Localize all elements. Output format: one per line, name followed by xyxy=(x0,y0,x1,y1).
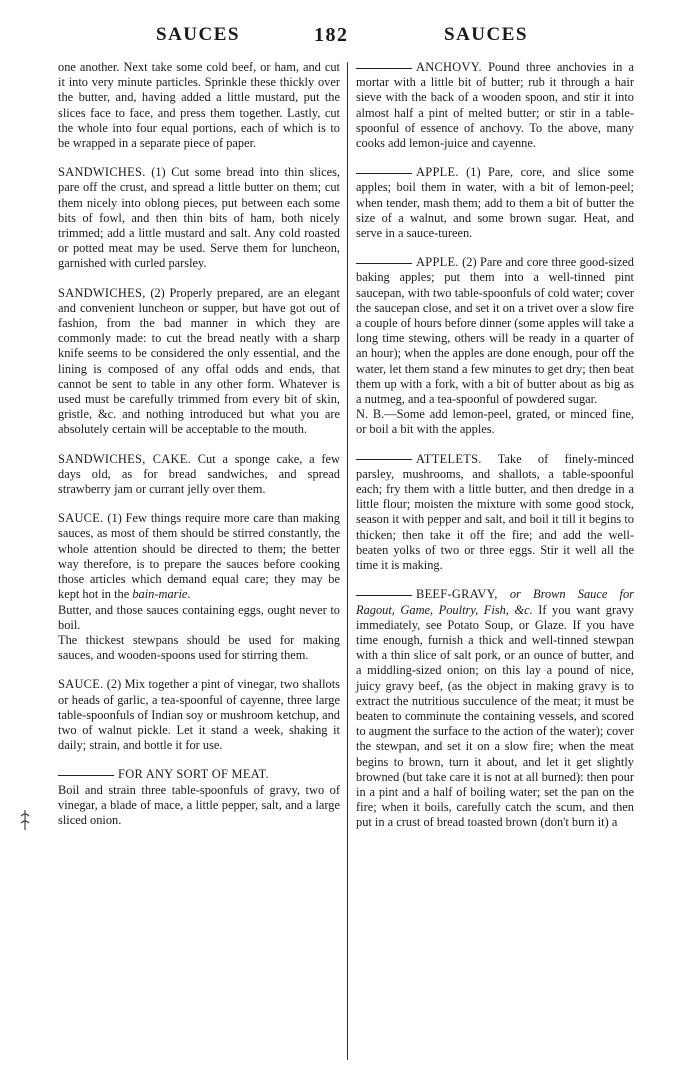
entry-apple-1 xyxy=(356,165,634,241)
entry-any-meat xyxy=(58,767,340,828)
entry-heading: APPLE. xyxy=(416,255,459,270)
entry-heading: SAUCE. xyxy=(58,511,104,526)
header-left-title: SAUCES xyxy=(156,24,240,45)
entry-italic: or xyxy=(497,587,534,602)
margin-mark-icon xyxy=(18,808,32,832)
entry-body: (2) Properly prepared, are an elegant and convenient luncheon or supper, but have got out of fashion, from the bad manner in which they are commonly made: to cut the bread neatly with a sharp knife seems to be considered the only essential, and the lining is composed of any offal odds and ends, that cannot be sent to table in any other form. Whatever is used must be carefully trimmed from every bit of skin, gristle, &c. and nothing introduced but what you are absolutely certain will be acceptable to the mouth. xyxy=(58,285,340,437)
heading-rule xyxy=(356,68,412,69)
entry-sandwiches-1 xyxy=(58,165,340,271)
entry-heading: BEEF-GRAVY, xyxy=(416,587,498,602)
entry-heading: SAUCE. xyxy=(58,677,104,692)
entry-beef-gravy xyxy=(356,587,634,830)
entry-anchovy xyxy=(356,60,634,151)
heading-rule xyxy=(356,173,412,174)
heading-rule xyxy=(356,595,412,596)
entry-heading: SANDWICHES, CAKE. xyxy=(58,451,192,466)
entry-heading: SANDWICHES, xyxy=(58,285,146,300)
entry-sandwiches-2 xyxy=(58,286,340,438)
entry-italic: Brown Sauce for Ragout, Game, Poultry, Fish, &c. xyxy=(356,587,635,617)
heading-rule xyxy=(356,459,412,460)
left-column xyxy=(58,60,340,842)
entry-body: (1) Few things require more care than making sauces, as most of them should be stirred constantly, the whole attention should be directed to them; the better way therefore, is to prepare the sauces before cooking those articles which demand equal care; they may be kept hot in the xyxy=(58,511,340,602)
entry-paragraph: Butter, and those sauces containing eggs, ought never to boil. xyxy=(58,602,340,632)
entry-body: (2) Mix together a pint of vinegar, two shallots or heads of garlic, a tea-spoonful of cayenne, three large table-spoonfuls of Indian soy or mushroom ketchup, and two of walnut pickle. Let it stand a week, shaking it daily; strain, and bottle it for use. xyxy=(58,677,340,753)
entry-body: (1) Pare, core, and slice some apples; boil them in water, with a bit of lemon-peel; when tender, mash them; add to them a bit of butter the size of a walnut, and some brown sugar. Heat, and serve in a sauce-tureen. xyxy=(356,165,634,241)
page-number: 182 xyxy=(314,24,349,46)
entry-paragraph: The thickest stewpans should be used for making sauces, and wooden-spoons used for stirring them. xyxy=(58,632,340,663)
entry-attelets xyxy=(356,452,634,574)
heading-rule xyxy=(356,263,412,264)
entry-heading: FOR ANY SORT OF MEAT. xyxy=(118,767,269,782)
entry-note: N. B.—Some add lemon-peel, grated, or minced fine, or boil a bit with the apples. xyxy=(356,407,634,437)
running-header xyxy=(56,24,656,50)
entry-heading: APPLE. xyxy=(416,165,459,180)
heading-rule xyxy=(58,775,114,776)
entry-sauce-1 xyxy=(58,511,340,663)
entry-body: If you want gravy immediately, see Potato Soup, or Glaze. If you have time enough, furnish a thick and well-tinned stewpan with a thin slice of salt pork, or an ounce of butter, and a middling-sized onion; on this lay a pound of nice, juicy gravy beef, (as the object in making gravy is to extract the nutritious succulence of the meat; it must be beaten to comminute the containing vessels, and scored to augment the surface to the action of the water); cover the stewpan, and set it on a slow fire; when the meat begins to brown, turn it about, and let it get slightly browned (but take care it is not at all burned): then pour in a pint and a half of boiling water; set the pan on the fire; when it boils, carefully catch the scum, and then put in a crust of bread toasted brown (don't burn it) a xyxy=(356,602,634,830)
entry-body: (2) Pare and core three good-sized baking apples; put them into a well-tinned pint saucepan, with two table-spoonfuls of cold water; cover the saucepan close, and set it on a trivet over a slow fire a couple of hours before dinner (some apples will take a long time stewing, others will be ready in a quarter of an hour); when the apples are done enough, pour off the water, let them stand a few minutes to get dry; then beat them up with a fork, with a bit of butter about as big as a nutmeg, and a tea-spoonful of powdered sugar. xyxy=(356,255,635,407)
entry-body: . xyxy=(187,587,191,602)
entry-heading: SANDWICHES. xyxy=(58,165,146,180)
entry-sandwiches-cake xyxy=(58,452,340,498)
continuation-entry xyxy=(58,60,340,151)
continuation-text: one another. Next take some cold beef, or ham, and cut it into very minute particles. Sprinkle these thickly over the butter, and, having added a little mustard, put the slices face to face, and press them together. Lastly, cut the whole into four equal portions, each of which is to be wrapped in a separate piece of paper. xyxy=(58,60,340,151)
entry-body: Cut a sponge cake, a few days old, as for bread sandwiches, and spread strawberry jam or currant jelly over them. xyxy=(58,451,340,497)
entry-apple-2 xyxy=(356,255,634,437)
entry-body: Take of finely-minced parsley, mushrooms, and shallots, a table-spoonful each; fry them with a little butter, and then dredge in a little flour; moisten the mixture with some good stock, season it with pepper and salt, and boil it till it begins to thicken; then take it off the fire; and add the well-beaten yolks of two or three eggs. Stir it well all the time it is making. xyxy=(356,451,634,573)
entry-heading: ANCHOVY. xyxy=(416,60,482,74)
right-column xyxy=(356,60,634,845)
entry-body: (1) Cut some bread into thin slices, pare off the crust, and spread a little butter on them; cut them nicely into oblong pieces, put between each some bits of fowl, and then thin bits of ham, both nicely trimmed; add a little mustard and salt. Any cold roasted or potted meat may be used. Serve them for luncheon, garnished with curled parsley. xyxy=(58,165,340,271)
entry-body: Boil and strain three table-spoonfuls of gravy, two of vinegar, a blade of mace, a little pepper, salt, and a large sliced onion. xyxy=(58,782,340,827)
entry-body: Pound three anchovies in a mortar with a little bit of butter; rub it through a hair sieve with the back of a wooden spoon, and stir it into almost half a pint of melted butter; or stir in a table-spoonful of essence of anchovy. To the above, many cooks add lemon-juice and cayenne. xyxy=(356,60,634,151)
entry-sauce-2 xyxy=(58,677,340,753)
entry-heading: ATTELETS. xyxy=(416,451,482,466)
column-divider xyxy=(347,62,348,1060)
header-right-title: SAUCES xyxy=(444,24,528,45)
entry-italic: bain-marie xyxy=(132,587,188,602)
